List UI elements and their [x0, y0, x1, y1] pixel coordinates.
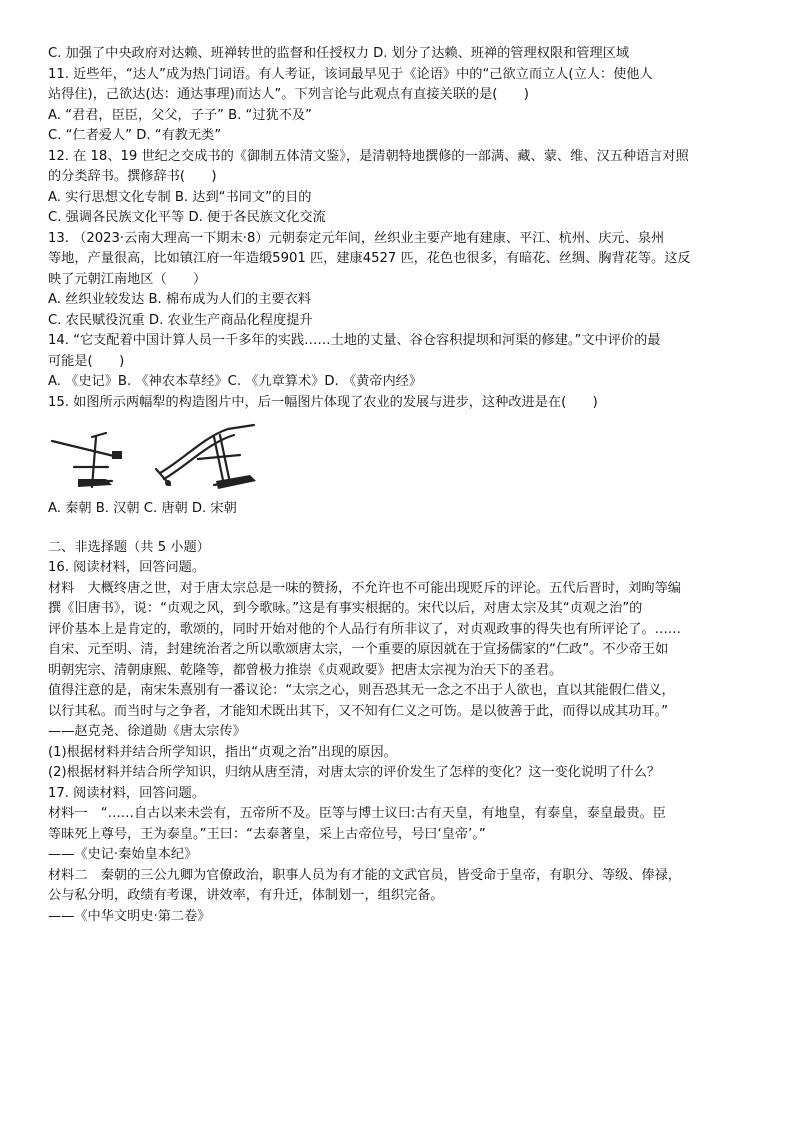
text-line: C. 农民赋役沉重 D. 农业生产商品化程度提升: [48, 312, 313, 328]
text-line: A. 《史记》B. 《神农本草经》C. 《九章算术》D. 《黄帝内经》: [48, 374, 423, 389]
section-heading: 二、非选择题（共 5 小题）: [48, 539, 210, 555]
text-line: C. 加强了中央政府对达赖、班禅转世的监督和任授权力 D. 划分了达赖、班禅的管理权限和管理区域: [48, 46, 630, 61]
questions-11-15: [48, 44, 748, 413]
document-page: [48, 44, 748, 927]
text-line: 材料二 秦朝的三公九卿为官僚政治，职事人员为有才能的文武官员，皆受命于皇帝，有职分、等级、俸禄，: [48, 867, 681, 883]
text-line: 等地，产量很高，比如镇江府一年造缎5901 匹，建康4527 匹，花色也很多，有暗花、丝绸、胸背花等。这反: [48, 251, 691, 266]
text-line: 值得注意的是，南宋朱熹别有一番议论：“太宗之心，则吾恐其无一念之不出于人欲也，直以其能假仁借义，: [48, 683, 675, 698]
text-line: 映了元朝江南地区（ ）: [48, 271, 207, 287]
text-line: 评价基本上是肯定的，歌颂的，同时开始对他的个人品行有所非议了，对贞观政事的得失也有所评论了。……: [48, 621, 681, 637]
text-line: A. “君君，臣臣，父父，子子” B. “过犹不及”: [48, 107, 312, 123]
text-line: ——《中华文明史·第二卷》: [48, 908, 211, 924]
curved-plough-image: [154, 419, 264, 495]
text-line: 14. “它支配着中国计算人员一千多年的实践……土地的丈量、谷仓容积提坝和河渠的修建。”文中评价的最: [48, 333, 661, 348]
q15-options: A. 秦朝 B. 汉朝 C. 唐朝 D. 宋朝: [48, 501, 237, 516]
text-line: 13. （2023·云南大理高一下期末·8）元朝泰定元年间，丝织业主要产地有建康、平江、杭州、庆元、泉州: [48, 230, 665, 246]
text-line: 11. 近些年，“达人”成为热门词语。有人考证，该词最早见于《论语》中的“己欲立而立人(立人：使他人: [48, 66, 653, 82]
text-line: 自宋、元至明、清，封建统治者之所以歌颂唐太宗，一个重要的原因就在于宣扬儒家的“仁政”。不少帝王如: [48, 642, 669, 657]
spacer: [48, 520, 748, 538]
text-line: C. 强调各民族文化平等 D. 便于各民族文化交流: [48, 210, 326, 225]
text-line: 17. 阅读材料，回答问题。: [48, 785, 206, 801]
text-line: A. 丝织业较发达 B. 棉布成为人们的主要衣料: [48, 292, 311, 307]
text-line: 12. 在 18、19 世纪之交成书的《御制五体清文鉴》，是清朝特地撰修的一部满、藏、蒙、维、汉五种语言对照: [48, 148, 689, 164]
text-line: (2)根据材料并结合所学知识，归纳从唐至清，对唐太宗的评价发生了怎样的变化？这一变化说明了什么？: [48, 765, 661, 780]
text-line: 以行其私。而当时与之争者，才能知术既出其下，又不知有仁义之可饬。是以彼善于此，而得以成其功耳。”: [48, 703, 669, 719]
text-line: 撰《旧唐书》，说：“贞观之风，到今歌咏。”这是有事实根据的。宋代以后，对唐太宗及其“贞观之治”的: [48, 601, 643, 616]
text-line: ——《史记·秦始皇本纪》: [48, 847, 198, 862]
text-line: ——赵克尧、徐道勋《唐太宗传》: [48, 724, 246, 739]
text-line: 可能是( ): [48, 353, 125, 369]
text-line: 站得住)，己欲达(达：通达事理)而达人”。下列言论与此观点有直接关联的是( ): [48, 87, 529, 102]
text-line: 材料 大概终唐之世，对于唐太宗总是一味的赞扬，不允许也不可能出现贬斥的评论。五代后晋时，刘昫等编: [48, 580, 681, 596]
text-line: (1)根据材料并结合所学知识，指出“贞观之治”出现的原因。: [48, 744, 397, 760]
text-line: 的分类辞书。撰修辞书( ): [48, 169, 217, 184]
text-line: 等昧死上尊号，王为泰皇。”王曰：“去泰著皇，采上古帝位号，号曰‘皇帝’。”: [48, 826, 486, 842]
text-line: 公与私分明，政绩有考课，讲效率，有升迁，体制划一，组织完备。: [48, 888, 444, 903]
text-line: 15. 如图所示两幅犁的构造图片中，后一幅图片体现了农业的发展与进步，这种改进是在( ): [48, 394, 598, 410]
plough-figures: [48, 419, 748, 495]
text-line: 16. 阅读材料，回答问题。: [48, 560, 206, 575]
text-line: C. “仁者爱人” D. “有教无类”: [48, 128, 222, 143]
straight-plough-image: [48, 423, 132, 495]
text-line: A. 实行思想文化专制 B. 达到“书同文”的目的: [48, 189, 312, 205]
text-line: 材料一 “……自古以来未尝有，五帝所不及。臣等与博士议曰:古有天皇，有地皇，有泰皇，泰皇最贵。臣: [48, 806, 666, 821]
text-line: 明朝宪宗、清朝康熙、乾隆等，都曾极力推崇《贞观政要》把唐太宗视为治天下的圣君。: [48, 662, 563, 678]
non-choice-section: [48, 538, 748, 928]
